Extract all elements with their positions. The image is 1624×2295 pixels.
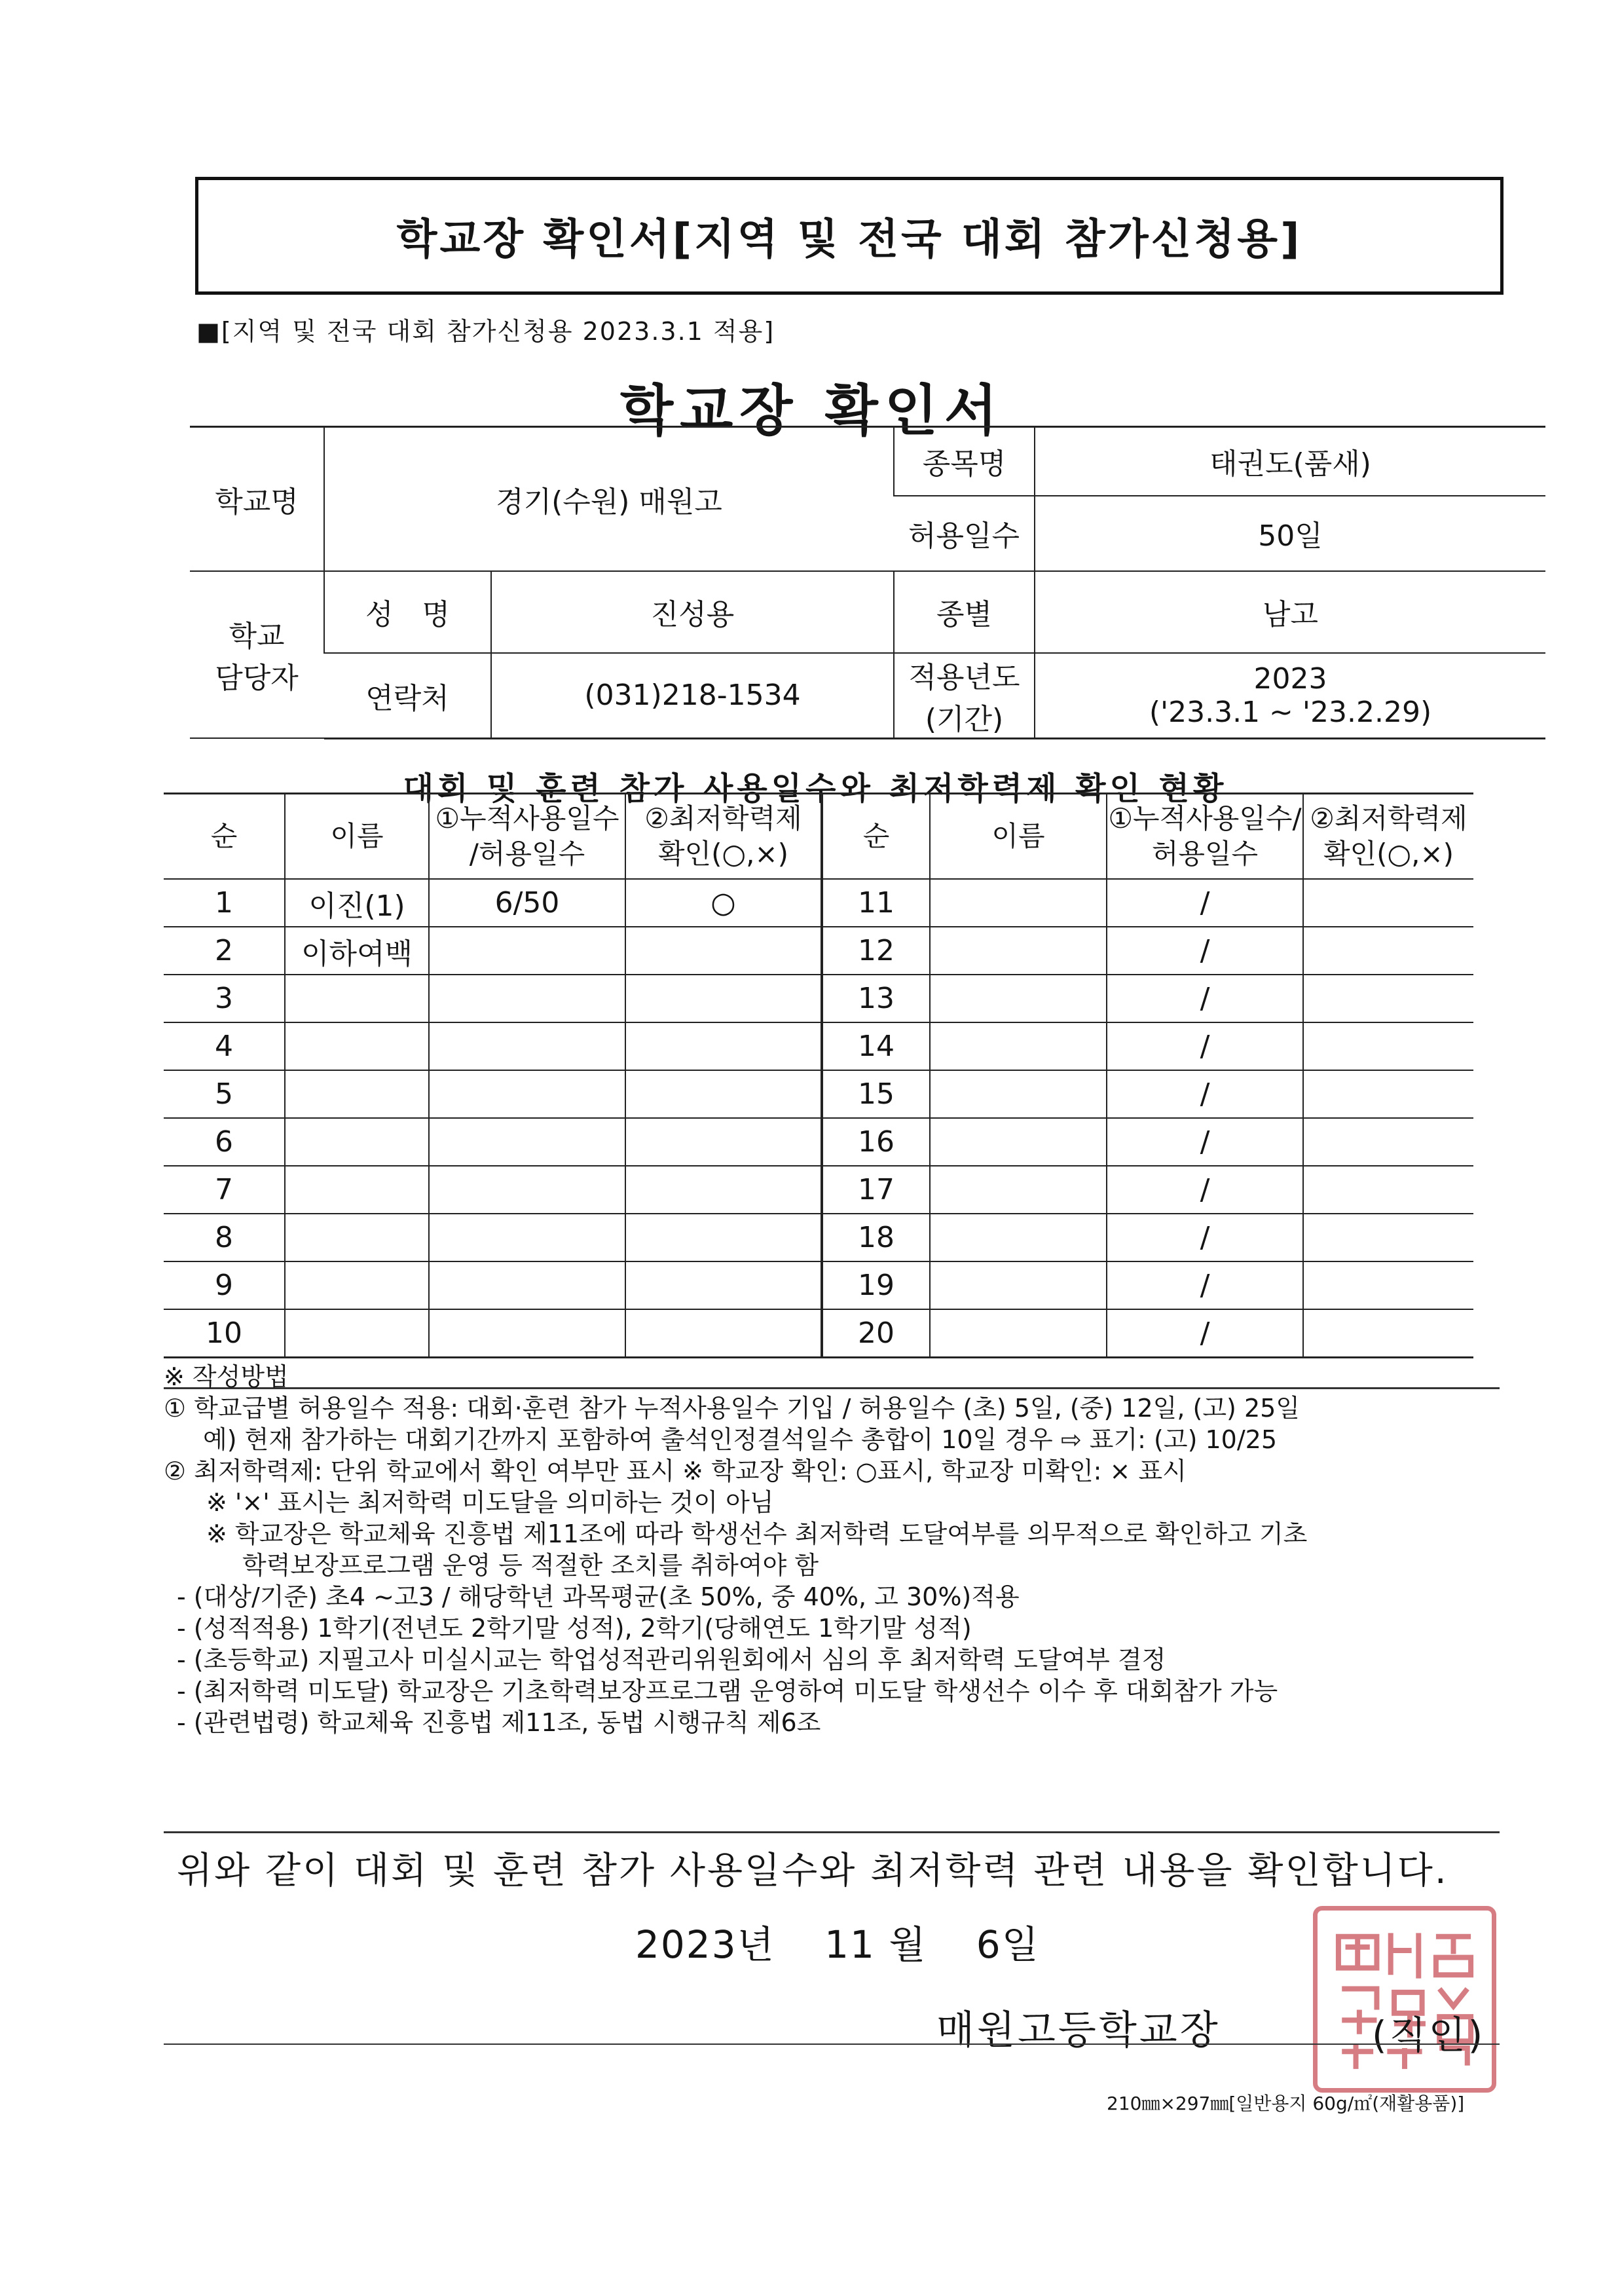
roster-cell-name (285, 1214, 429, 1261)
sport-value: 태권도(품새) (1035, 427, 1545, 496)
name-label: 성 명 (324, 571, 491, 653)
roster-cell-usage (429, 1166, 625, 1214)
roster-cell-usage (429, 975, 625, 1022)
header-usage-right (1107, 794, 1303, 880)
roster-cell-check (1303, 879, 1473, 927)
roster-cell-check (1303, 1309, 1473, 1358)
note-4b: 학력보장프로그램 운영 등 적절한 조치를 취하여야 함 (242, 1551, 819, 1580)
header-title-box (195, 177, 1504, 295)
roster-cell-check (1303, 1261, 1473, 1309)
roster-cell-check (1303, 1166, 1473, 1214)
sub-note: ■[지역 및 전국 대회 참가신청용 2023.3.1 적용] (196, 317, 775, 346)
info-table (190, 426, 1545, 739)
roster-cell-no: 7 (164, 1166, 285, 1214)
notes-heading: ※ 작성방법 (164, 1362, 289, 1391)
roster-cell-usage: 6/50 (429, 879, 625, 927)
roster-cell-check (625, 1118, 822, 1166)
header-usage-r2: 허용일수 (1151, 838, 1259, 870)
roster-cell-no: 12 (822, 927, 930, 975)
roster-cell-check: ○ (625, 879, 822, 927)
header-check-1: ②최저학력제 (644, 802, 802, 834)
roster-cell-name: 이하여백 (285, 927, 429, 975)
header-check-2: 확인(○,×) (657, 838, 789, 870)
roster-header-row (164, 794, 1473, 880)
note-2: ② 최저학력제: 단위 학교에서 확인 여부만 표시 ※ 학교장 확인: ○표시, 학교장 미확인: × 표시 (164, 1457, 1187, 1485)
school-value: 경기(수원) 매원고 (324, 427, 894, 571)
header-check (625, 794, 822, 880)
phone-label: 연락처 (324, 653, 491, 739)
header-usage-1: ①누적사용일수 (435, 802, 619, 834)
roster-cell-usage: / (1107, 1070, 1303, 1118)
roster-cell-usage: / (1107, 1166, 1303, 1214)
roster-cell-no: 15 (822, 1070, 930, 1118)
roster-cell-check (1303, 927, 1473, 975)
header-no: 순 (164, 794, 285, 880)
roster-cell-no: 5 (164, 1070, 285, 1118)
note-1b: 예) 현재 참가하는 대회기간까지 포함하여 출석인정결석일수 총합이 10일 경우 ⇨ 표기: (고) 10/25 (203, 1425, 1278, 1454)
roster-cell-check (1303, 1214, 1473, 1261)
roster-cell-check (1303, 975, 1473, 1022)
seal-pattern (1318, 1911, 1492, 2088)
roster-cell-usage: / (1107, 1214, 1303, 1261)
roster-cell-check (625, 927, 822, 975)
roster-cell-usage (429, 1118, 625, 1166)
roster-cell-name (285, 1166, 429, 1214)
year-label-2: (기간) (925, 702, 1004, 736)
roster-cell-name (930, 1214, 1107, 1261)
school-seal-stamp (1313, 1906, 1496, 2093)
roster-cell-check (625, 1070, 822, 1118)
roster-cell-name (285, 975, 429, 1022)
roster-table (164, 793, 1473, 1358)
roster-cell-check (625, 1166, 822, 1214)
roster-cell-check (625, 1022, 822, 1070)
roster-cell-no: 8 (164, 1214, 285, 1261)
roster-cell-no: 10 (164, 1309, 285, 1358)
allowed-days-value: 50일 (1035, 496, 1545, 571)
roster-cell-usage (429, 1022, 625, 1070)
roster-cell-name (930, 1118, 1107, 1166)
roster-cell-no: 6 (164, 1118, 285, 1166)
contact-person-label (190, 571, 324, 739)
roster-cell-name: 이진(1) (285, 879, 429, 927)
paper-spec: 210㎜×297㎜[일반용지 60g/㎡(재활용품)] (1107, 2093, 1465, 2114)
roster-cell-name (930, 975, 1107, 1022)
table-row (164, 975, 1473, 1022)
gender-label: 종별 (894, 571, 1035, 653)
roster-cell-name (285, 1309, 429, 1358)
year-label-1: 적용년도 (908, 660, 1020, 694)
roster-cell-no: 16 (822, 1118, 930, 1166)
date-year: 2023년 (635, 1922, 775, 1967)
date-month: 11 월 (824, 1922, 927, 1967)
roster-cell-name (930, 927, 1107, 975)
roster-cell-usage (429, 1214, 625, 1261)
header-name-right: 이름 (930, 794, 1107, 880)
table-row (164, 1166, 1473, 1214)
header-usage (429, 794, 625, 880)
roster-cell-usage (429, 1070, 625, 1118)
note-d2: - (성적적용) 1학기(전년도 2학기말 성적), 2학기(당해연도 1학기말 성적) (177, 1614, 972, 1643)
table-row (164, 1022, 1473, 1070)
roster-cell-name (285, 1022, 429, 1070)
roster-cell-check (625, 1309, 822, 1358)
signer-title: 매원고등학교장 (936, 2007, 1221, 2053)
contact-person-label-1: 학교 (229, 620, 285, 654)
roster-cell-no: 1 (164, 879, 285, 927)
table-row (164, 1309, 1473, 1358)
year-value-1: 2023 (1253, 662, 1327, 696)
roster-cell-usage: / (1107, 975, 1303, 1022)
roster-cell-usage (429, 927, 625, 975)
note-d5: - (관련법령) 학교체육 진흥법 제11조, 동법 시행규칙 제6조 (177, 1708, 821, 1737)
section-title: 대회 및 훈련 참가 사용일수와 최저학력제 확인 현황 (403, 770, 1228, 807)
footer-rule (164, 2043, 1500, 2045)
roster-cell-usage (429, 1309, 625, 1358)
table-row (164, 1261, 1473, 1309)
note-1: ① 학교급별 허용일수 적용: 대회·훈련 참가 누적사용일수 기입 / 허용일수 (초) 5일, (중) 12일, (고) 25일 (164, 1394, 1301, 1423)
year-label (894, 653, 1035, 739)
roster-cell-check (1303, 1070, 1473, 1118)
roster-cell-no: 17 (822, 1166, 930, 1214)
header-usage-r1: ①누적사용일수/ (1108, 802, 1302, 834)
roster-cell-usage: / (1107, 1118, 1303, 1166)
roster-cell-no: 4 (164, 1022, 285, 1070)
roster-cell-name (285, 1261, 429, 1309)
table-row (164, 1070, 1473, 1118)
header-usage-2: /허용일수 (469, 838, 585, 870)
confirm-rule (164, 1831, 1500, 1833)
roster-cell-name (930, 1261, 1107, 1309)
note-3: ※ '×' 표시는 최저학력 미도달을 의미하는 것이 아님 (206, 1488, 774, 1517)
roster-cell-check (1303, 1118, 1473, 1166)
note-d3: - (초등학교) 지필고사 미실시교는 학업성적관리위원회에서 심의 후 최저학력 도달여부 결정 (177, 1645, 1166, 1674)
roster-cell-name (285, 1118, 429, 1166)
header-no-right: 순 (822, 794, 930, 880)
roster-cell-name (285, 1070, 429, 1118)
roster-cell-no: 20 (822, 1309, 930, 1358)
roster-cell-usage: / (1107, 1261, 1303, 1309)
roster-cell-check (625, 1214, 822, 1261)
roster-cell-name (930, 1022, 1107, 1070)
roster-cell-no: 13 (822, 975, 930, 1022)
roster-cell-check (1303, 1022, 1473, 1070)
roster-cell-no: 14 (822, 1022, 930, 1070)
roster-cell-no: 9 (164, 1261, 285, 1309)
main-title: 학교장 확인서 (619, 379, 1005, 443)
roster-cell-no: 11 (822, 879, 930, 927)
contact-person-label-2: 담당자 (215, 662, 299, 696)
header-name: 이름 (285, 794, 429, 880)
roster-cell-name (930, 1309, 1107, 1358)
roster-cell-usage: / (1107, 1309, 1303, 1358)
roster-cell-usage: / (1107, 927, 1303, 975)
name-value: 진성용 (491, 571, 894, 653)
roster-cell-name (930, 1070, 1107, 1118)
year-value (1035, 653, 1545, 739)
roster-cell-no: 3 (164, 975, 285, 1022)
header-check-r2: 확인(○,×) (1323, 838, 1454, 870)
roster-cell-no: 2 (164, 927, 285, 975)
allowed-days-label: 허용일수 (894, 496, 1035, 571)
header-check-right (1303, 794, 1473, 880)
notes-section (164, 1361, 1513, 1738)
date-day: 6일 (976, 1922, 1040, 1967)
issue-date (635, 1914, 1076, 1969)
seal-label: (직인) (1372, 2013, 1486, 2057)
roster-cell-usage: / (1107, 1022, 1303, 1070)
roster-cell-check (625, 975, 822, 1022)
note-d4: - (최저학력 미도달) 학교장은 기초학력보장프로그램 운영하여 미도달 학생선수 이수 후 대회참가 가능 (177, 1677, 1278, 1706)
sport-label: 종목명 (894, 427, 1035, 496)
note-d1: - (대상/기준) 초4 ~고3 / 해당학년 과목평균(초 50%, 중 40%, 고 30%)적용 (177, 1582, 1020, 1611)
note-4: ※ 학교장은 학교체육 진흥법 제11조에 따라 학생선수 최저학력 도달여부를 의무적으로 확인하고 기초 (206, 1520, 1308, 1548)
header-check-r1: ②최저학력제 (1310, 802, 1467, 834)
roster-cell-usage: / (1107, 879, 1303, 927)
gender-value: 남고 (1035, 571, 1545, 653)
roster-cell-usage (429, 1261, 625, 1309)
roster-cell-name (930, 879, 1107, 927)
roster-cell-no: 19 (822, 1261, 930, 1309)
phone-value: (031)218-1534 (491, 653, 894, 739)
school-label: 학교명 (190, 427, 324, 571)
roster-cell-name (930, 1166, 1107, 1214)
header-title: 학교장 확인서[지역 및 전국 대회 참가신청용] (396, 215, 1302, 264)
year-value-2: ('23.3.1 ~ '23.2.29) (1149, 695, 1432, 729)
roster-cell-no: 18 (822, 1214, 930, 1261)
table-row (164, 1118, 1473, 1166)
roster-cell-check (625, 1261, 822, 1309)
table-row (164, 927, 1473, 975)
table-row (164, 1214, 1473, 1261)
table-row (164, 879, 1473, 927)
confirm-text: 위와 같이 대회 및 훈련 참가 사용일수와 최저학력 관련 내용을 확인합니다. (177, 1850, 1449, 1892)
